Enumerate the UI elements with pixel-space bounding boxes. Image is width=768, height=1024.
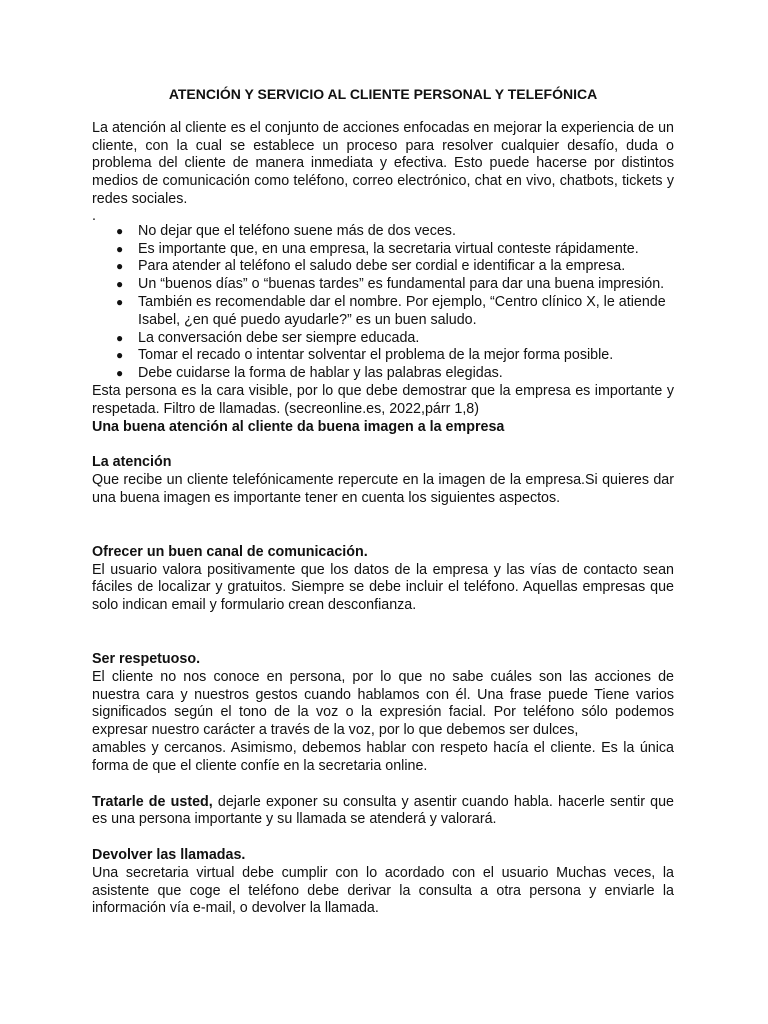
section-heading-canal: Ofrecer un buen canal de comunicación.: [92, 543, 368, 560]
list-item: [92, 241, 674, 259]
list-item-text: También es recomendable dar el nombre. Por ejemplo, “Centro clínico X, le atiende Isabel, ¿en qué puedo ayudarle?” es un buen saludo.: [138, 293, 666, 328]
stray-dot: .: [92, 207, 96, 224]
list-item-text: Para atender al teléfono el saludo debe ser cordial e identificar a la empresa.: [138, 258, 626, 275]
bold-statement: Una buena atención al cliente da buena imagen a la empresa: [92, 418, 505, 435]
section-body-canal: El usuario valora positivamente que los datos de la empresa y las vías de contacto sean fáciles de localizar y gratuitos. Siempre se debe incluir el teléfono. Aquellas empresas que solo indican email y formulario crean desconfianza.: [92, 561, 674, 614]
section-heading-devolver: Devolver las llamadas.: [92, 847, 246, 864]
bullet-icon: ●: [116, 348, 124, 363]
list-item-text: Un “buenos días” o “buenas tardes” es fundamental para dar una buena impresión.: [138, 276, 665, 293]
bullet-icon: ●: [116, 294, 124, 309]
bullet-icon: ●: [116, 241, 124, 256]
list-item: [92, 294, 674, 330]
bullet-icon: ●: [116, 223, 124, 238]
section-usted: [92, 794, 674, 830]
bullet-icon: ●: [116, 277, 124, 292]
document-title: ATENCIÓN Y SERVICIO AL CLIENTE PERSONAL Y TELEFÓNICA: [168, 86, 598, 102]
list-item-text: La conversación debe ser siempre educada.: [138, 329, 420, 346]
list-item: [92, 258, 674, 276]
document-page: [92, 86, 674, 918]
list-item: [92, 347, 674, 365]
bullet-icon: ●: [116, 259, 124, 274]
section-body-respetuoso: El cliente no nos conoce en persona, por lo que no sabe cuáles son las acciones de nuestra cara y nuestros gestos cuando hablamos con él. Una frase puede Tiene varios significados según el tono de la voz o la expresión facial. Por teléfono sólo podemos expresar nuestro carácter a través de la voz, por lo que debemos ser dulces,: [92, 668, 674, 739]
list-item: [92, 276, 674, 294]
list-item-text: Tomar el recado o intentar solventar el problema de la mejor forma posible.: [138, 347, 614, 364]
phone-etiquette-list: [92, 223, 674, 383]
bullet-icon: ●: [116, 366, 124, 381]
section-body-usted: dejarle exponer su consulta y asentir cuando habla. hacerle sentir que es una persona importante y su llamada se atenderá y valorará.: [92, 793, 674, 828]
intro-paragraph: La atención al cliente es el conjunto de acciones enfocadas en mejorar la experiencia de un cliente, con la cual se establece un proceso para resolver cualquier desafío, duda o problema del cliente de manera inmediata y efectiva. Esto puede hacerse por distintos medios de comunicación como teléfono, correo electrónico, chat en vivo, chatbots, tickets y redes sociales.: [92, 119, 674, 207]
list-item: [92, 223, 674, 241]
section-body-respetuoso-cont: amables y cercanos. Asimismo, debemos hablar con respeto hacía el cliente. Es la única forma de que el cliente confíe en la secretaria online.: [92, 739, 674, 774]
list-item-text: Debe cuidarse la forma de hablar y las palabras elegidas.: [138, 365, 503, 382]
bullet-icon: ●: [116, 330, 124, 345]
after-list-paragraph: Esta persona es la cara visible, por lo que debe demostrar que la empresa es importante y respetada. Filtro de llamadas. (secreonline.es, 2022,párr 1,8): [92, 382, 674, 417]
list-item: [92, 330, 674, 348]
section-heading-atencion: La atención: [92, 454, 172, 471]
list-item-text: Es importante que, en una empresa, la secretaria virtual conteste rápidamente.: [138, 240, 639, 257]
section-body-atencion: Que recibe un cliente telefónicamente repercute en la imagen de la empresa.Si quieres dar una buena imagen es importante tener en cuenta los siguientes aspectos.: [92, 472, 674, 506]
section-heading-respetuoso: Ser respetuoso.: [92, 650, 201, 667]
list-item: [92, 365, 674, 383]
list-item-text: No dejar que el teléfono suene más de dos veces.: [138, 222, 456, 239]
section-body-devolver: Una secretaria virtual debe cumplir con lo acordado con el usuario Muchas veces, la asistente que coge el teléfono debe derivar la consulta a otra persona y enviarle la información vía e-mail, o devolver la llamada.: [92, 864, 674, 917]
section-lead-usted: Tratarle de usted,: [92, 793, 213, 810]
